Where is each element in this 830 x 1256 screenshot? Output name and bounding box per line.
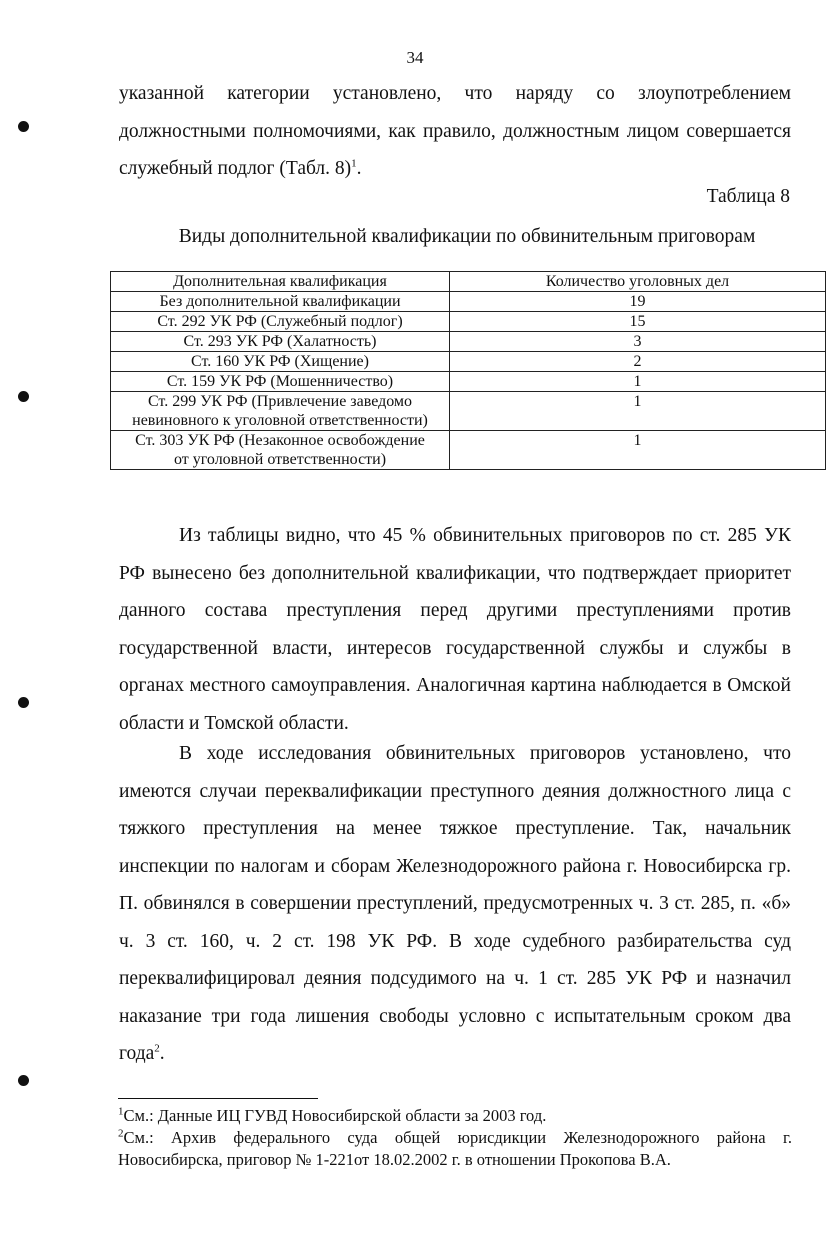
table-header-row (111, 272, 826, 292)
count-cell: 19 (450, 292, 826, 312)
qualification-line: невиновного к уголовной ответственности) (132, 412, 428, 429)
qualification-cell (111, 392, 450, 431)
qualification-cell: Ст. 160 УК РФ (Хищение) (111, 352, 450, 372)
table-label: Таблица 8 (706, 186, 790, 207)
binder-hole (18, 391, 29, 402)
column-header: Количество уголовных дел (450, 272, 826, 292)
body-paragraph (119, 735, 791, 1073)
qualification-cell: Без дополнительной квалификации (111, 292, 450, 312)
qualification-line: от уголовной ответственности) (173, 451, 387, 468)
qualification-cell: Ст. 159 УК РФ (Мошенничество) (111, 372, 450, 392)
count-cell: 1 (450, 392, 826, 431)
count-cell: 1 (450, 431, 826, 470)
table-row (111, 372, 826, 392)
count-cell: 1 (450, 372, 826, 392)
binder-hole (18, 121, 29, 132)
intro-end: . (356, 158, 362, 179)
table-title: Виды дополнительной квалификации по обвинительным приговорам (178, 226, 756, 247)
binder-hole (18, 697, 29, 708)
footnote-text: См.: Архив федерального суда общей юрисдикции Железнодорожного района г. Новосибирска, приговор № 1-221от 18.02.2002 г. в отношении Прокопова В.А. (118, 1128, 792, 1169)
qualification-cell: Ст. 293 УК РФ (Халатность) (111, 332, 450, 352)
table-row (111, 392, 826, 431)
table-row (111, 352, 826, 372)
qualification-cell: Ст. 292 УК РФ (Служебный подлог) (111, 312, 450, 332)
footnote (118, 1127, 792, 1171)
count-cell: 3 (450, 332, 826, 352)
footnote-number: 2 (118, 1127, 124, 1140)
column-header: Дополнительная квалификация (111, 272, 450, 292)
qualification-table (110, 271, 826, 470)
footnote (118, 1105, 792, 1127)
footnotes (118, 1105, 792, 1171)
qualification-cell (111, 431, 450, 470)
paragraph-text: В ходе исследования обвинительных приговоров установлено, что имеются случаи переквалификации преступного деяния должностного лица с тяжкого преступления на менее тяжкое преступление. Так, начальник инспекции по налогам и сборам Железнодорожного района г. Новосибирска гр. П. обвинялся в совершении преступлений, предусмотренных ч. 3 ст. 285, п. «б» ч. 3 ст. 160, ч. 2 ст. 198 УК РФ. В ходе судебного разбирательства суд переквалифицировал деяния подсудимого на ч. 1 ст. 285 УК РФ и назначил наказание три года лишения свободы условно с испытательным сроком два года (119, 743, 791, 1064)
footnote-text: См.: Данные ИЦ ГУВД Новосибирской области за 2003 год. (123, 1106, 547, 1125)
count-cell: 15 (450, 312, 826, 332)
binder-hole (18, 1075, 29, 1086)
count-cell: 2 (450, 352, 826, 372)
footnote-ref: 2 (154, 1042, 160, 1055)
footnote-divider (118, 1098, 318, 1099)
footnote-ref: 1 (351, 157, 357, 170)
table-row (111, 431, 826, 470)
qualification-line: Ст. 303 УК РФ (Незаконное освобождение (135, 432, 425, 449)
paragraph-end: . (159, 1043, 165, 1064)
intro-paragraph (119, 75, 791, 188)
qualification-line: Ст. 299 УК РФ (Привлечение заведомо (147, 393, 413, 410)
body-paragraph: Из таблицы видно, что 45 % обвинительных приговоров по ст. 285 УК РФ вынесено без дополнительной квалификации, что подтверждает приоритет данного состава преступления перед другими преступлениями против государственной власти, интересов государственной службы и службы в органах местного самоуправления. Аналогичная картина наблюдается в Омской области и Томской области. (119, 525, 791, 734)
page-number: 34 (406, 48, 424, 67)
footnote-number: 1 (118, 1105, 124, 1118)
table-row (111, 332, 826, 352)
table-row (111, 292, 826, 312)
intro-text: указанной категории установлено, что наряду со злоупотреблением должностными полномочиями, как правило, должностным лицом совершается служебный подлог (Табл. 8) (119, 83, 791, 179)
table-row (111, 312, 826, 332)
